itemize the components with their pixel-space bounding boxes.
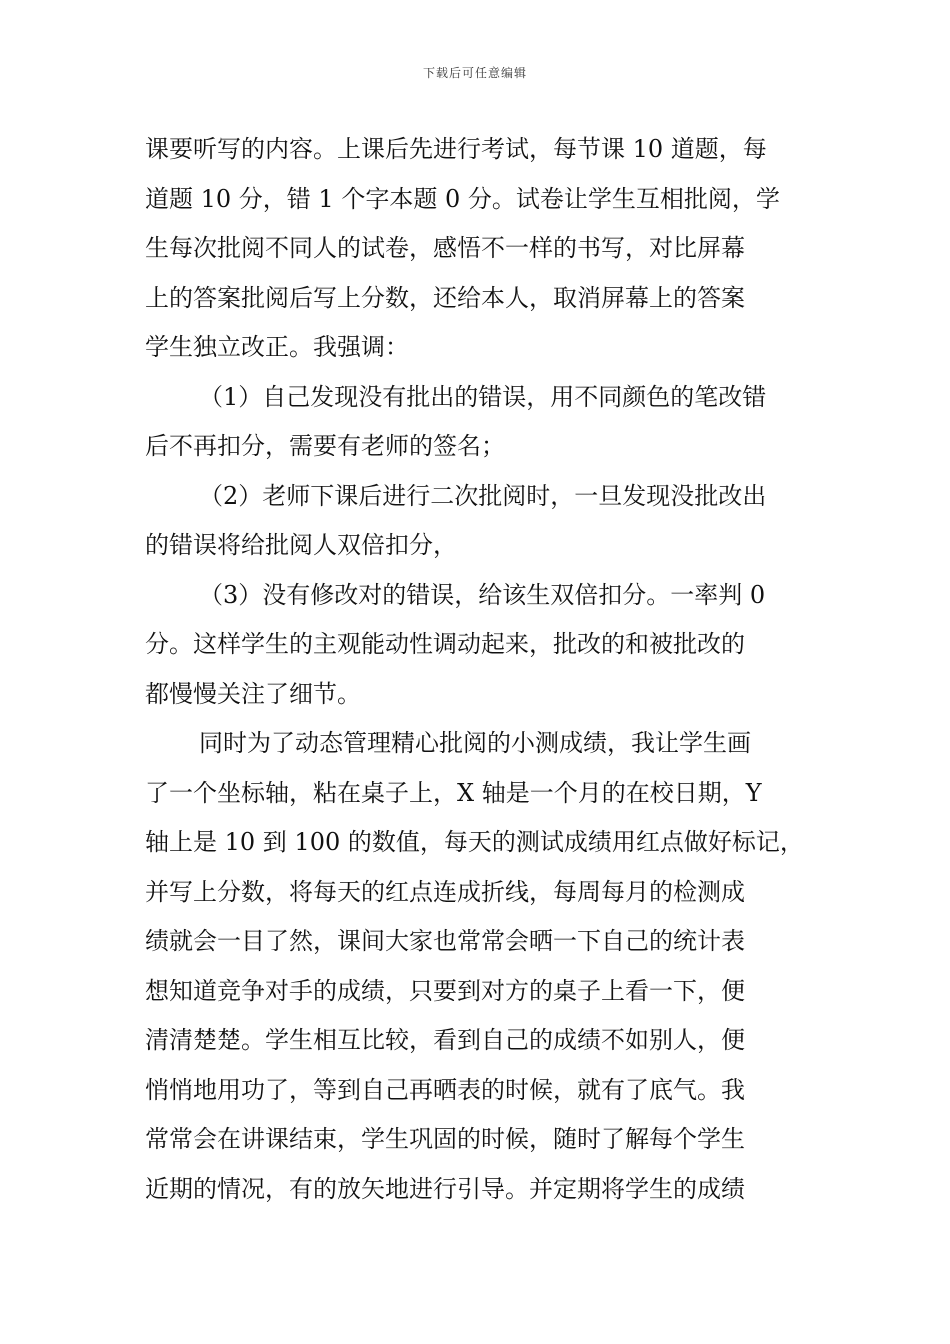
list-item-1-line: （1）自己发现没有批出的错误，用不同颜色的笔改错 [199,382,767,411]
text-line: 想知道竞争对手的成绩，只要到对方的桌子上看一下，便 [145,976,745,1005]
text-line: 绩就会一目了然，课间大家也常常会晒一下自己的统计表 [145,927,745,955]
list-item-2-line: （2）老师下课后进行二次批阅时，一旦发现没批改出 [199,481,767,510]
text-line: 清清楚楚。学生相互比较，看到自己的成绩不如别人，便 [145,1026,745,1054]
text-line: 了一个坐标轴，粘在桌子上，X 轴是一个月的在校日期，Y [145,778,762,807]
paragraph-start-line: 同时为了动态管理精心批阅的小测成绩，我让学生画 [199,729,751,757]
text-line: 上的答案批阅后写上分数，还给本人，取消屏幕上的答案 [145,283,745,312]
text-line: 的错误将给批阅人双倍扣分， [145,531,457,559]
text-line: 生每次批阅不同人的试卷，感悟不一样的书写，对比屏幕 [145,234,745,262]
text-line: 并写上分数，将每天的红点连成折线，每周每月的检测成 [145,877,745,906]
text-line: 悄悄地用功了，等到自己再晒表的时候，就有了底气。我 [145,1075,745,1104]
text-line: 道题 10 分，错 1 个字本题 0 分。试卷让学生互相批阅，学 [145,184,780,213]
text-line: 课要听写的内容。上课后先进行考试，每节课 10 道题，每 [145,135,767,163]
text-line: 常常会在讲课结束，学生巩固的时候，随时了解每个学生 [145,1125,745,1153]
page-header: 下载后可任意编辑 [422,66,527,80]
text-line: 都慢慢关注了细节。 [145,679,361,708]
text-line: 后不再扣分，需要有老师的签名； [145,432,505,460]
text-line: 学生独立改正。我强调： [145,333,409,361]
list-item-3-line: （3）没有修改对的错误，给该生双倍扣分。一率判 0 [199,580,766,609]
text-line: 分。这样学生的主观能动性调动起来，批改的和被批改的 [145,630,745,658]
document-body [145,125,810,1214]
text-line: 近期的情况，有的放矢地进行引导。并定期将学生的成绩 [145,1174,745,1203]
text-line: 轴上是 10 到 100 的数值，每天的测试成绩用红点做好标记， [145,828,804,856]
